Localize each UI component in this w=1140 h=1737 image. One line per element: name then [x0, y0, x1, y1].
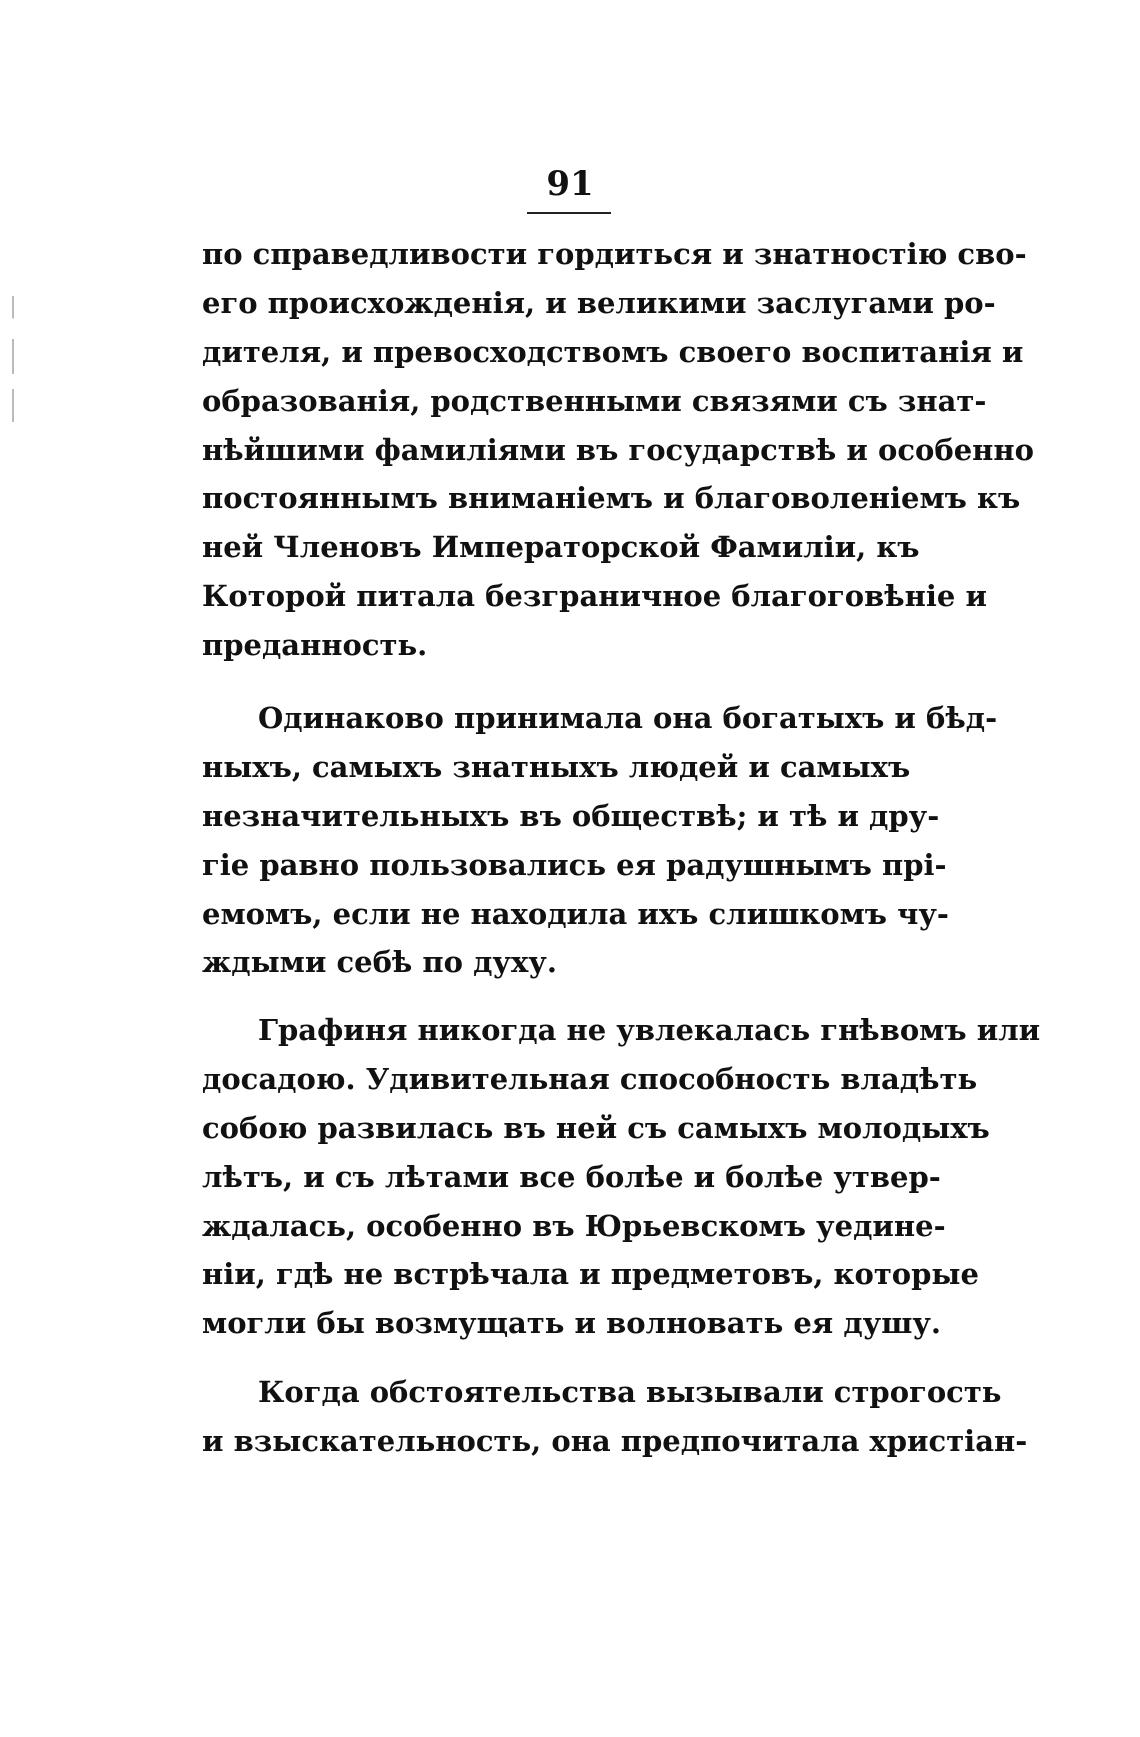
- text-line: постояннымъ вниманіемъ и благоволеніемъ къ: [202, 481, 1021, 516]
- text-line: его происхожденія, и великими заслугами ро-: [202, 285, 996, 320]
- text-line: лѣтъ, и съ лѣтами все болѣе и болѣе утвер-: [202, 1159, 941, 1194]
- text-line: собою развилась въ ней съ самыхъ молодыхъ: [202, 1110, 990, 1145]
- text-line: незначительныхъ въ обществѣ; и тѣ и дру-: [202, 798, 940, 833]
- text-line: преданность.: [202, 628, 428, 663]
- paragraph-4: [202, 1368, 1028, 1466]
- text-line: Которой питала безграничное благоговѣніе и: [202, 579, 987, 614]
- text-line: нѣйшими фамиліями въ государствѣ и особенно: [202, 432, 1034, 467]
- text-line: ждыми себѣ по духу.: [202, 945, 557, 980]
- page-number: 91: [546, 164, 594, 204]
- text-line: по справедливости гордиться и знатностію сво-: [202, 237, 1027, 271]
- text-line: могли бы возмущать и волновать ея душу.: [202, 1306, 942, 1341]
- paragraph-1: [202, 230, 1034, 670]
- text-line: емомъ, если не находила ихъ слишкомъ чу-: [202, 896, 949, 931]
- text-line: Когда обстоятельства вызывали строгость: [258, 1375, 1002, 1409]
- text-line: ждалась, особенно въ Юрьевскомъ уедине-: [202, 1208, 946, 1243]
- scan-edge-mark: [12, 296, 14, 422]
- text-line: образованія, родственными связями съ знат-: [202, 383, 987, 418]
- paragraph-2: [202, 694, 998, 987]
- text-line: Графиня никогда не увлекалась гнѣвомъ или: [258, 1013, 1041, 1047]
- text-line: и взыскательность, она предпочитала христіан-: [202, 1423, 1028, 1458]
- text-line: гіе равно пользовались ея радушнымъ прі-: [202, 847, 947, 882]
- text-line: Одинаково принимала она богатыхъ и бѣд-: [258, 701, 998, 735]
- text-line: ныхъ, самыхъ знатныхъ людей и самыхъ: [202, 749, 911, 784]
- text-line: ней Членовъ Императорской Фамиліи, къ: [202, 530, 920, 565]
- text-line: ніи, гдѣ не встрѣчала и предметовъ, которые: [202, 1257, 979, 1292]
- text-line: досадою. Удивительная способность владѣть: [202, 1061, 978, 1096]
- page-number-rule: [527, 212, 611, 214]
- paragraph-3: [202, 1006, 1041, 1348]
- text-line: дителя, и превосходствомъ своего воспитанія и: [202, 334, 1024, 369]
